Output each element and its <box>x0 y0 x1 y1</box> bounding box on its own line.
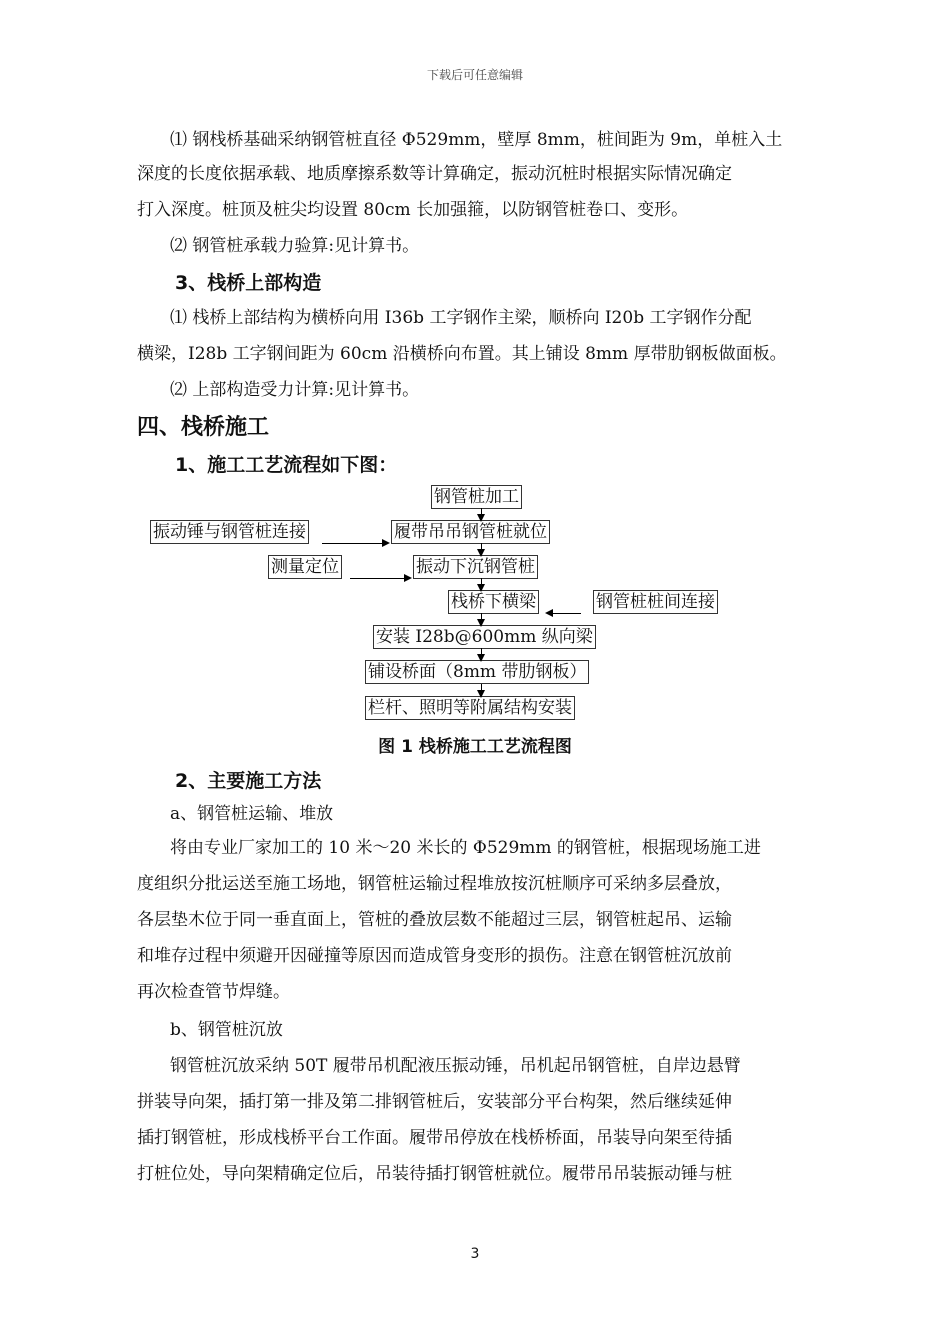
flow-box-hammer-connect: 振动锤与钢管桩连接 <box>150 520 309 544</box>
para3-line1: ⑴ 栈桥上部结构为横桥向用 I36b 工字钢作主梁，顺桥向 I20b 工字钢作分配 <box>170 308 752 328</box>
flow-box-crane-position: 履带吊吊钢管桩就位 <box>391 520 550 544</box>
subsection-1-heading: 1、施工工艺流程如下图： <box>175 454 398 476</box>
flow-box-vibro-sink: 振动下沉钢管桩 <box>413 555 538 579</box>
paraA-line4: 和堆存过程中须避开因碰撞等原因而造成管身变形的损伤。注意在钢管桩沉放前 <box>137 946 732 966</box>
flow-box-cross-beam: 栈桥下横梁 <box>448 590 539 614</box>
flow-arrow-3 <box>481 543 482 555</box>
para2: ⑵ 钢管桩承载力验算:见计算书。 <box>170 236 420 256</box>
flow-arrow-6 <box>547 613 581 614</box>
flow-arrow-5 <box>481 578 482 590</box>
paraA-line5: 再次检查管节焊缝。 <box>137 982 290 1002</box>
paraB-line2: 拼装导向架，插打第一排及第二排钢管桩后，安装部分平台构架，然后继续延伸 <box>137 1092 732 1112</box>
flow-arrow-9 <box>481 684 482 696</box>
flow-box-railing: 栏杆、照明等附属结构安装 <box>365 696 575 720</box>
subsection-b-heading: b、钢管桩沉放 <box>170 1020 283 1040</box>
flow-arrow-8 <box>481 648 482 660</box>
paraB-line4: 打桩位处，导向架精确定位后，吊装待插打钢管桩就位。履带吊吊装振动锤与桩 <box>137 1164 732 1184</box>
page-header: 下载后可任意编辑 <box>426 68 523 82</box>
flow-arrow-2 <box>322 543 388 544</box>
paraA-line2: 度组织分批运送至施工场地，钢管桩运输过程堆放按沉桩顺序可采纳多层叠放， <box>137 874 732 894</box>
flow-arrow-1 <box>481 508 482 520</box>
subsection-a-heading: a、钢管桩运输、堆放 <box>170 804 334 824</box>
flow-arrow-7 <box>481 613 482 625</box>
paraB-line1: 钢管桩沉放采纳 50T 履带吊机配液压振动锤，吊机起吊钢管桩，自岸边悬臂 <box>170 1056 741 1076</box>
flow-box-pile-fabrication: 钢管桩加工 <box>431 485 522 509</box>
paraA-line1: 将由专业厂家加工的 10 米～20 米长的 Φ529mm 的钢管桩，根据现场施工进 <box>170 838 761 858</box>
subsection-2-heading: 2、主要施工方法 <box>175 770 322 792</box>
flow-box-longitudinal-beam: 安装 I28b@600mm 纵向梁 <box>373 625 596 649</box>
paraA-line3: 各层垫木位于同一垂直面上，管桩的叠放层数不能超过三层，钢管桩起吊、运输 <box>137 910 732 930</box>
chapter-4-heading: 四、栈桥施工 <box>137 415 270 440</box>
para1-line1: ⑴ 钢栈桥基础采纳钢管桩直径 Φ529mm，壁厚 8mm，桩间距为 9m，单桩入土 <box>170 130 783 150</box>
flow-arrow-4 <box>350 578 410 579</box>
para4: ⑵ 上部构造受力计算:见计算书。 <box>170 380 420 400</box>
figure-caption: 图 1 栈桥施工工艺流程图 <box>378 737 572 757</box>
paraB-line3: 插打钢管桩，形成栈桥平台工作面。履带吊停放在栈桥桥面，吊装导向架至待插 <box>137 1128 732 1148</box>
section-3-heading: 3、栈桥上部构造 <box>175 272 322 294</box>
flow-box-deck-plate: 铺设桥面（8mm 带肋钢板） <box>365 660 589 684</box>
para3-line2: 横梁，I28b 工字钢间距为 60cm 沿横桥向布置。其上铺设 8mm 厚带肋钢板做面板。 <box>137 344 787 364</box>
flow-box-survey: 测量定位 <box>268 555 342 579</box>
flow-box-pile-bracing: 钢管桩桩间连接 <box>593 590 718 614</box>
para1-line3: 打入深度。桩顶及桩尖均设置 80cm 长加强箍，以防钢管桩卷口、变形。 <box>137 200 689 220</box>
para1-line2: 深度的长度依据承载、地质摩擦系数等计算确定，振动沉桩时根据实际情况确定 <box>137 164 732 184</box>
page-number: 3 <box>470 1246 480 1262</box>
